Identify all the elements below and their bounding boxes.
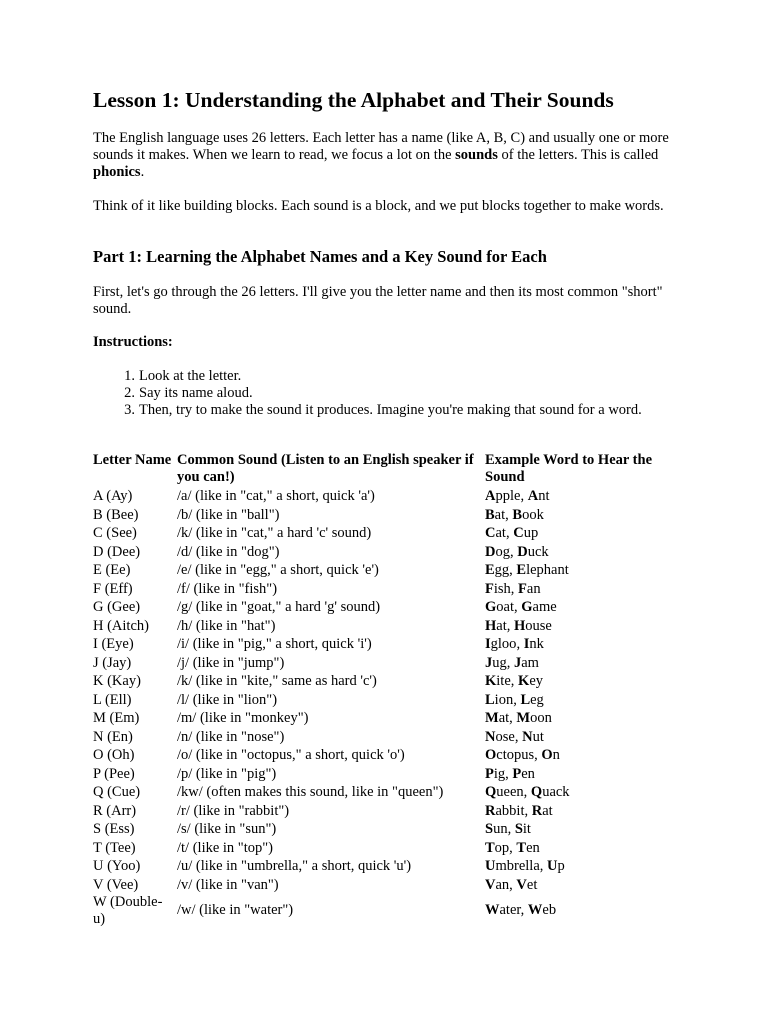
example-first-letter: W [485, 902, 500, 919]
letter-cell: T (Tee) [93, 839, 136, 856]
example-separator: , [506, 617, 514, 634]
table-row [91, 598, 677, 617]
example-cell [483, 783, 677, 802]
table-row [91, 839, 677, 858]
letter-cell: R (Arr) [93, 802, 137, 819]
example-cell [483, 746, 677, 765]
example-first-letter: A [485, 488, 496, 504]
example-cell [483, 598, 677, 617]
table-row [91, 783, 677, 802]
table-row [91, 487, 677, 506]
example-first-letter: O [541, 747, 553, 763]
example-word-rest: ueen [496, 784, 524, 800]
example-cell [483, 580, 677, 599]
example-first-letter: L [485, 691, 495, 708]
list-text: Say its name aloud. [139, 385, 253, 401]
sound-cell: /i/ (like in "pig," a short, quick 'i') [177, 636, 372, 652]
letter-cell: B (Bee) [93, 506, 139, 523]
example-separator: , [520, 488, 528, 504]
header-common-sound: Common Sound (Listen to an English speaker if you can!) [177, 452, 474, 485]
sound-cell: /g/ (like in "goat," a hard 'g' sound) [177, 599, 381, 615]
example-cell [483, 820, 677, 839]
example-word-rest: op [494, 839, 510, 856]
list-text: Then, try to make the sound it produces. Imagine you're making that sound for a word. [139, 402, 642, 418]
letter-cell: D (Dee) [93, 543, 141, 560]
example-separator: , [539, 858, 548, 874]
letter-cell: U (Yoo) [93, 858, 141, 874]
example-word-rest: ite [496, 673, 511, 689]
table-row [91, 672, 677, 691]
letter-cell: J (Jay) [93, 654, 132, 671]
example-first-letter: G [521, 599, 533, 615]
example-word-rest: am [521, 654, 539, 671]
letter-cell: N (En) [93, 728, 133, 745]
part1-heading: Part 1: Learning the Alphabet Names and a Key Sound for Each [93, 247, 547, 266]
table-row [91, 857, 677, 876]
table-row [91, 635, 677, 654]
table-row [91, 746, 677, 765]
example-word-rest: at [495, 525, 506, 541]
example-word-rest: nt [538, 488, 550, 504]
list-item [93, 368, 653, 385]
table-row [91, 765, 677, 784]
example-separator: , [509, 876, 517, 893]
letter-cell: C (See) [93, 525, 137, 541]
example-word-rest: en [521, 765, 535, 782]
sound-cell: /o/ (like in "octopus," a short, quick 'o') [177, 747, 405, 763]
part1-paragraph: First, let's go through the 26 letters. I'll give you the letter name and then its most common "short" sound. [93, 284, 663, 317]
example-word-rest: n [552, 747, 560, 763]
example-cell [483, 709, 677, 728]
example-cell [483, 617, 677, 636]
letter-cell: K (Kay) [93, 673, 141, 689]
example-first-letter: R [531, 802, 543, 819]
example-word-rest: ug [492, 654, 507, 671]
intro-text: . [140, 164, 145, 180]
sound-cell: /h/ (like in "hat") [177, 617, 276, 634]
letter-cell: G (Gee) [93, 599, 141, 615]
example-separator: , [514, 728, 523, 745]
sound-cell: /v/ (like in "van") [177, 876, 279, 893]
list-item [93, 402, 653, 419]
letter-cell: W (Double-u) [93, 894, 163, 927]
example-separator: , [514, 599, 522, 615]
sound-cell: /b/ (like in "ball") [177, 506, 280, 523]
example-separator: , [534, 747, 542, 763]
example-first-letter: I [523, 636, 530, 652]
example-separator: , [520, 902, 528, 919]
example-word-rest: oat [496, 599, 514, 615]
example-first-letter: I [485, 636, 491, 652]
example-word-rest: ook [522, 506, 544, 523]
example-word-rest: it [522, 821, 531, 837]
example-first-letter: D [517, 543, 528, 560]
example-first-letter: T [516, 839, 527, 856]
example-cell [483, 506, 677, 525]
letter-cell: M (Em) [93, 710, 140, 726]
example-cell [483, 802, 677, 821]
sound-cell: /w/ (like in "water") [177, 902, 294, 919]
example-first-letter: E [485, 562, 495, 578]
table-row [91, 802, 677, 821]
letter-cell: P (Pee) [93, 765, 135, 782]
example-first-letter: M [516, 710, 531, 726]
example-cell [483, 524, 677, 543]
example-cell [483, 728, 677, 747]
letter-cell: F (Eff) [93, 580, 133, 597]
example-word-rest: ctopus [496, 747, 535, 763]
sound-cell: /l/ (like in "lion") [177, 691, 278, 708]
example-word-rest: uack [542, 784, 570, 800]
example-word-rest: ion [494, 691, 514, 708]
example-separator: , [509, 710, 517, 726]
example-first-letter: E [516, 562, 527, 578]
example-first-letter: G [485, 599, 497, 615]
table-row [91, 506, 677, 525]
letter-cell: E (Ee) [93, 562, 131, 578]
instructions-label: Instructions: [93, 334, 173, 350]
example-first-letter: N [485, 728, 496, 745]
list-number: 1. [124, 368, 135, 384]
letter-cell: O (Oh) [93, 747, 135, 763]
example-word-rest: og [495, 543, 510, 560]
example-word-rest: at [498, 710, 510, 726]
example-word-rest: up [523, 525, 539, 541]
sound-cell: /n/ (like in "nose") [177, 728, 285, 745]
letter-cell: H (Aitch) [93, 617, 149, 634]
table-row [91, 561, 677, 580]
intro-bold-sounds: sounds [455, 147, 498, 163]
example-first-letter: P [512, 765, 522, 782]
example-word-rest: an [495, 876, 510, 893]
intro-paragraph-2: Think of it like building blocks. Each sound is a block, and we put blocks together to make words. [93, 198, 664, 214]
list-item [93, 385, 653, 402]
example-word-rest: at [494, 506, 506, 523]
table-row [91, 820, 677, 839]
example-word-rest: et [526, 876, 538, 893]
example-cell [483, 487, 677, 506]
example-word-rest: ish [493, 580, 511, 597]
table-row [91, 524, 677, 543]
example-separator: , [510, 580, 519, 597]
example-word-rest: eg [530, 691, 544, 708]
example-cell [483, 876, 677, 895]
example-word-rest: mbrella [495, 858, 540, 874]
example-cell [483, 839, 677, 858]
example-first-letter: Q [530, 784, 543, 800]
example-word-rest: ig [493, 765, 506, 782]
list-number: 2. [124, 385, 135, 401]
example-word-rest: ey [529, 673, 543, 689]
example-first-letter: P [485, 765, 494, 782]
example-separator: , [524, 802, 532, 819]
example-separator: , [513, 691, 521, 708]
example-first-letter: F [485, 580, 494, 597]
example-separator: , [509, 543, 518, 560]
example-first-letter: C [513, 525, 524, 541]
example-word-rest: lephant [526, 562, 569, 578]
example-first-letter: R [485, 802, 496, 819]
letter-cell: A (Ay) [93, 488, 133, 504]
example-separator: , [505, 525, 514, 541]
example-word-rest: at [542, 802, 553, 819]
example-first-letter: J [485, 654, 493, 671]
example-first-letter: M [485, 710, 499, 726]
example-first-letter: S [514, 821, 523, 837]
example-word-rest: nk [529, 636, 544, 652]
example-word-rest: gloo [490, 636, 517, 652]
example-cell [483, 654, 677, 673]
table-row [91, 728, 677, 747]
sound-cell: /d/ (like in "dog") [177, 543, 280, 560]
letter-cell: L (Ell) [93, 691, 132, 708]
example-first-letter: K [485, 673, 497, 689]
table-row [91, 709, 677, 728]
example-first-letter: K [518, 673, 530, 689]
example-separator: , [505, 506, 513, 523]
example-cell [483, 765, 677, 784]
sound-cell: /j/ (like in "jump") [177, 654, 285, 671]
instructions-list [93, 368, 653, 419]
example-separator: , [506, 654, 514, 671]
example-word-rest: eb [542, 902, 557, 919]
sound-cell: /f/ (like in "fish") [177, 580, 278, 597]
example-first-letter: V [485, 876, 496, 893]
example-word-rest: en [526, 839, 540, 856]
sound-cell: /a/ (like in "cat," a short, quick 'a') [177, 488, 375, 504]
example-separator: , [510, 673, 519, 689]
sound-cell: /e/ (like in "egg," a short, quick 'e') [177, 562, 379, 578]
example-separator: , [516, 636, 524, 652]
example-cell [483, 561, 677, 580]
letter-cell: V (Vee) [93, 876, 139, 893]
sound-cell: /p/ (like in "pig") [177, 765, 277, 782]
example-word-rest: ut [532, 728, 544, 745]
example-first-letter: S [485, 821, 494, 837]
table-row [91, 894, 677, 927]
letter-cell: Q (Cue) [93, 784, 141, 800]
letter-cell: S (Ess) [93, 821, 135, 837]
table-row [91, 617, 677, 636]
intro-bold-phonics: phonics [93, 164, 141, 180]
list-text: Look at the letter. [139, 368, 242, 384]
letter-cell: I (Eye) [93, 636, 134, 652]
example-word-rest: p [557, 858, 565, 874]
example-first-letter: N [522, 728, 533, 745]
example-first-letter: J [514, 654, 522, 671]
example-word-rest: abbit [495, 802, 525, 819]
example-first-letter: L [520, 691, 531, 708]
intro-text: of the letters. This is called [497, 147, 659, 163]
example-cell [483, 543, 677, 562]
example-first-letter: U [485, 858, 496, 874]
example-first-letter: H [514, 617, 526, 634]
example-word-rest: un [493, 821, 508, 837]
example-first-letter: D [485, 543, 496, 560]
sound-cell: /t/ (like in "top") [177, 839, 274, 856]
example-first-letter: B [485, 506, 495, 523]
sound-cell: /s/ (like in "sun") [177, 821, 277, 837]
sound-cell: /k/ (like in "kite," same as hard 'c') [177, 673, 377, 689]
example-word-rest: ose [495, 728, 515, 745]
header-example-word: Example Word to Hear the Sound [485, 452, 653, 485]
example-cell [483, 894, 677, 927]
example-first-letter: V [516, 876, 527, 893]
table-row [91, 654, 677, 673]
example-cell [483, 857, 677, 876]
example-first-letter: H [485, 617, 497, 634]
example-cell [483, 672, 677, 691]
example-word-rest: gg [494, 562, 510, 578]
table-header-row [91, 452, 677, 487]
example-first-letter: Q [485, 784, 497, 800]
sound-cell: /m/ (like in "monkey") [177, 710, 309, 726]
table-row [91, 580, 677, 599]
example-first-letter: F [518, 580, 527, 597]
example-first-letter: T [485, 839, 495, 856]
sound-cell: /k/ (like in "cat," a hard 'c' sound) [177, 525, 372, 541]
example-word-rest: ame [532, 599, 557, 615]
list-number: 3. [124, 402, 135, 418]
example-separator: , [523, 784, 531, 800]
example-first-letter: O [485, 747, 497, 763]
example-cell [483, 691, 677, 710]
example-word-rest: ouse [525, 617, 552, 634]
example-first-letter: C [485, 525, 496, 541]
example-word-rest: an [526, 580, 541, 597]
alphabet-table [91, 452, 677, 927]
example-word-rest: ater [499, 902, 521, 919]
example-first-letter: A [527, 488, 539, 504]
header-letter-name: Letter Name [93, 452, 172, 468]
example-separator: , [507, 821, 515, 837]
intro-paragraph-1 [93, 130, 693, 181]
example-cell [483, 635, 677, 654]
example-word-rest: at [496, 617, 507, 634]
table-row [91, 543, 677, 562]
example-first-letter: U [547, 858, 558, 874]
table-row [91, 876, 677, 895]
example-first-letter: B [512, 506, 523, 523]
example-word-rest: oon [530, 710, 552, 726]
example-word-rest: uck [527, 543, 549, 560]
table-row [91, 691, 677, 710]
sound-cell: /kw/ (often makes this sound, like in "queen") [177, 784, 444, 800]
sound-cell: /r/ (like in "rabbit") [177, 802, 290, 819]
example-first-letter: W [527, 902, 543, 919]
example-separator: , [505, 765, 513, 782]
intro-text: The English language uses 26 letters. Each letter has a name (like A, B, C) and usually one or more sounds it makes. When we learn to read, we focus a lot on the [93, 130, 669, 163]
lesson-title: Lesson 1: Understanding the Alphabet and Their Sounds [93, 88, 614, 112]
sound-cell: /u/ (like in "umbrella," a short, quick 'u') [177, 858, 412, 874]
example-word-rest: pple [495, 488, 521, 504]
example-separator: , [509, 562, 517, 578]
example-separator: , [509, 839, 517, 856]
